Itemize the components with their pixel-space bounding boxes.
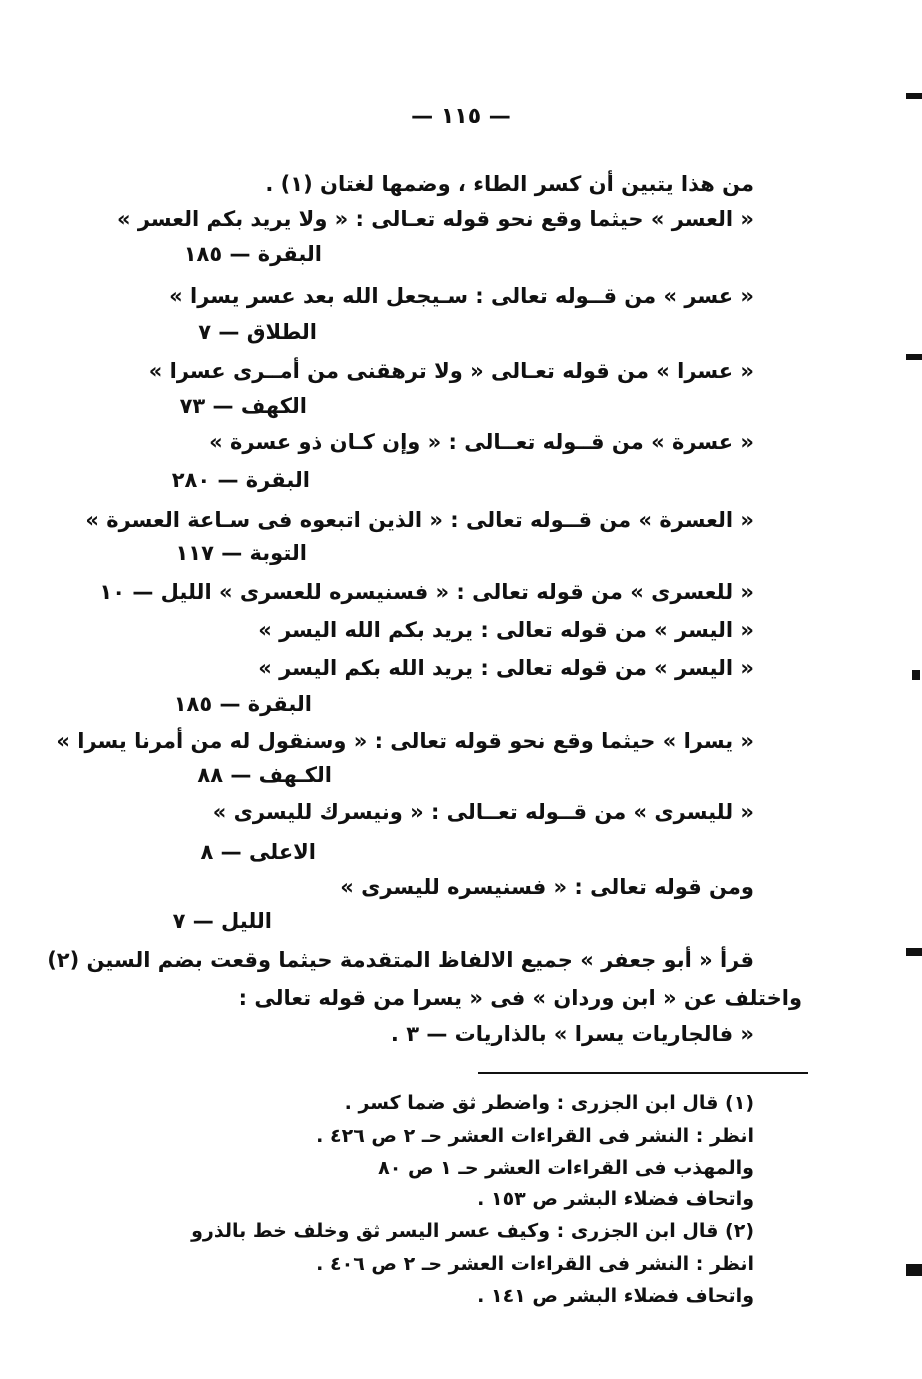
footnote-separator bbox=[478, 1072, 808, 1074]
footnote-line: واتحاف فضلاء البشر ص ١٤١ . bbox=[477, 1285, 754, 1307]
footnote-line: (١) قال ابن الجزرى : واضطر ثق ضما كسر . bbox=[344, 1092, 754, 1114]
verse-reference: البقرة — ١٨٥ bbox=[183, 242, 322, 266]
footnote-line: انظر : النشر فى القراءات العشر حـ ٢ ص ٤٢٦ . bbox=[316, 1125, 754, 1147]
footnote-line: انظر : النشر فى القراءات العشر حـ ٢ ص ٤٠٦ . bbox=[316, 1253, 754, 1275]
body-line: « عسرة » من قــوله تعــالى : « وإن كـان ذو عسرة » bbox=[209, 430, 754, 454]
body-line: « لليسرى » من قــوله تعــالى : « ونيسرك لليسرى » bbox=[212, 800, 754, 824]
body-line: « يسرا » حيثما وقع نحو قوله تعالى : « وسنقول له من أمرنا يسرا » bbox=[56, 729, 754, 753]
verse-reference: الطلاق — ٧ bbox=[198, 320, 317, 344]
body-line: واختلف عن « ابن وردان » فى « يسرا من قوله تعالى : bbox=[238, 986, 802, 1010]
body-line: « العسرة » من قــوله تعالى : « الذين اتبعوه فى سـاعة العسرة » bbox=[85, 508, 754, 532]
verse-reference: البقرة — ١٨٥ bbox=[173, 692, 312, 716]
verse-reference: الكهف — ٧٣ bbox=[179, 394, 307, 418]
scan-edge-mark bbox=[906, 354, 922, 360]
body-line: « عسرا » من قوله تعـالى « ولا ترهقنى من أمــرى عسرا » bbox=[148, 359, 754, 383]
verse-reference: الليل — ٧ bbox=[172, 909, 272, 933]
verse-reference: الكـهف — ٨٨ bbox=[197, 763, 332, 787]
body-line: قرأ « أبو جعفر » جميع الالفاظ المتقدمة حيثما وقعت بضم السين (٢) bbox=[47, 948, 754, 972]
scan-edge-mark bbox=[912, 670, 920, 680]
verse-reference: التوبة — ١١٧ bbox=[175, 541, 307, 565]
footnote-line: واتحاف فضلاء البشر ص ١٥٣ . bbox=[477, 1188, 754, 1210]
body-line: ومن قوله تعالى : « فسنيسره لليسرى » bbox=[340, 875, 754, 899]
page-number: — ١١٥ — bbox=[411, 104, 511, 129]
scan-edge-mark bbox=[906, 1264, 922, 1276]
body-line: « عسر » من قــوله تعالى : سـيجعل الله بعد عسر يسرا » bbox=[169, 284, 754, 308]
scan-edge-mark bbox=[906, 93, 922, 99]
verse-reference: الاعلى — ٨ bbox=[200, 840, 316, 864]
body-line: « العسر » حيثما وقع نحو قوله تعـالى : « ولا يريد بكم العسر » bbox=[116, 207, 754, 231]
body-line: « اليسر » من قوله تعالى : يريد الله بكم اليسر » bbox=[258, 656, 754, 680]
body-line: « اليسر » من قوله تعالى : يريد بكم الله اليسر » bbox=[258, 618, 754, 642]
body-line: « للعسرى » من قوله تعالى : « فسنيسره للعسرى » الليل — ١٠ bbox=[99, 580, 754, 604]
footnote-line: (٢) قال ابن الجزرى : وكيف عسر اليسر ثق وخلف خط بالذرو bbox=[191, 1220, 754, 1242]
body-line: « فالجاريات يسرا » بالذاريات — ٣ . bbox=[390, 1022, 754, 1046]
verse-reference: البقرة — ٢٨٠ bbox=[171, 468, 310, 492]
scan-edge-mark bbox=[906, 948, 922, 956]
body-line: من هذا يتبين أن كسر الطاء ، وضمها لغتان (١) . bbox=[265, 172, 754, 196]
footnote-line: والمهذب فى القراءات العشر حـ ١ ص ٨٠ bbox=[378, 1157, 754, 1179]
